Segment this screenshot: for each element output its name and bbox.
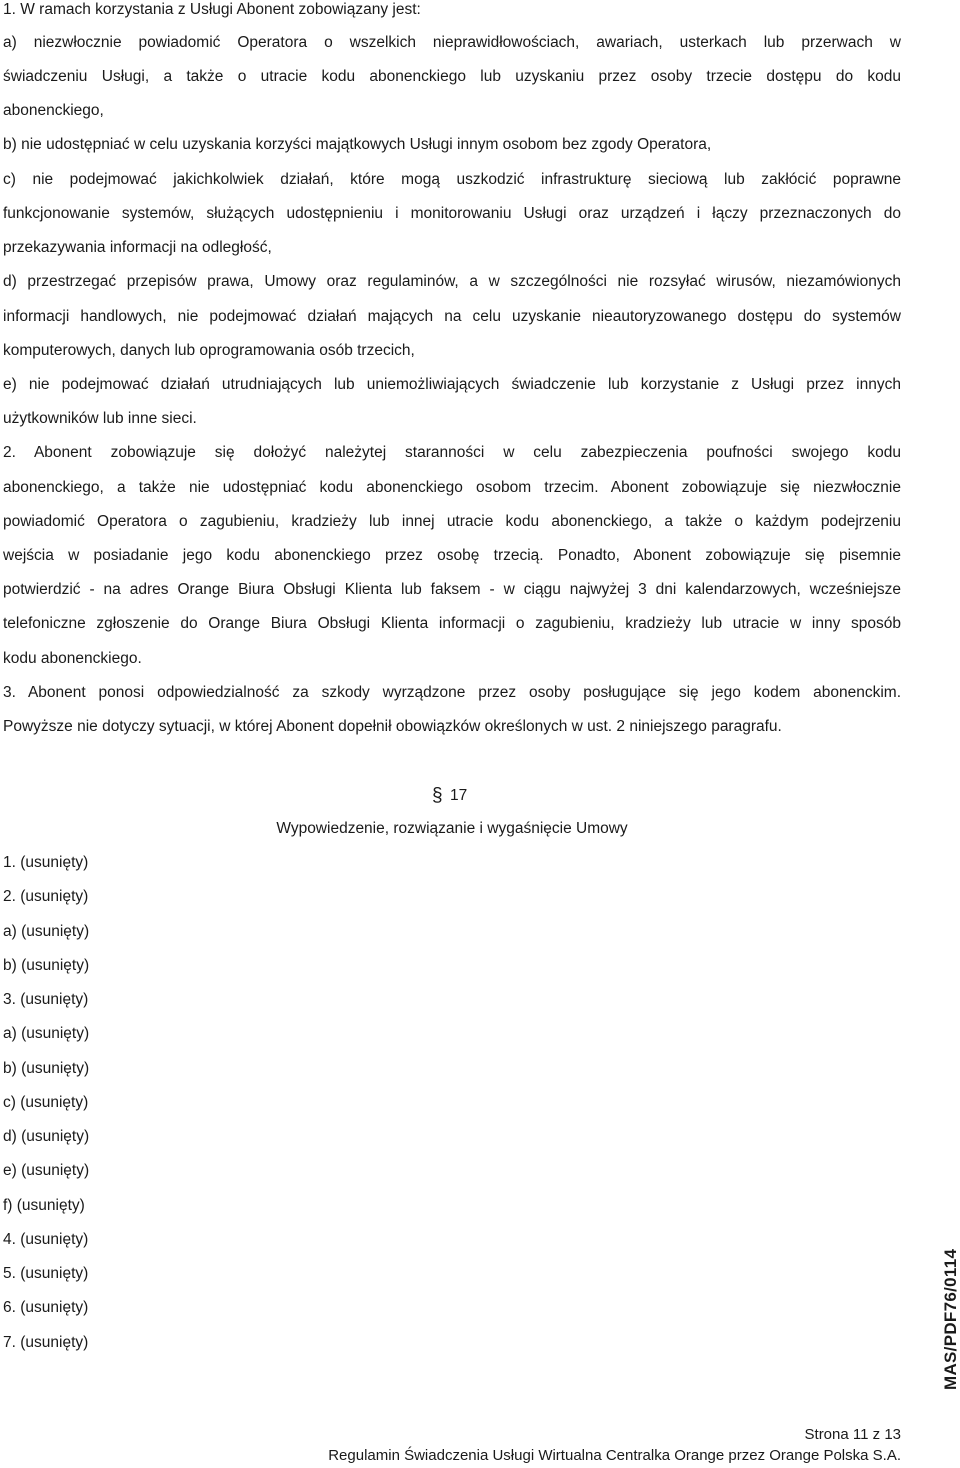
text-line: świadczeniu Usługi, a także o utracie kodu abonenckiego lub uzyskaniu przez osoby trzecie dostępu do kodu	[3, 68, 901, 85]
list-item: b) (usunięty)	[3, 1060, 90, 1077]
page-number	[805, 1425, 901, 1445]
text-line: b) nie udostępniać w celu uzyskania korzyści majątkowych Usługi innym osobom bez zgody Operatora,	[3, 136, 712, 153]
list-item: b) (usunięty)	[3, 957, 90, 974]
text-line: 2. Abonent zobowiązuje się dołożyć należytej staranności w celu zabezpieczenia poufności swojego kodu	[3, 444, 901, 461]
list-item: 5. (usunięty)	[3, 1265, 89, 1282]
page-total: 13	[884, 1426, 901, 1443]
list-item: c) (usunięty)	[3, 1094, 89, 1111]
list-item: 1. (usunięty)	[3, 854, 89, 871]
list-item: 6. (usunięty)	[3, 1299, 89, 1316]
page-current: 11	[852, 1426, 869, 1443]
text-line: komputerowych, danych lub oprogramowania osób trzecich,	[3, 342, 415, 359]
text-line: potwierdzić - na adres Orange Biura Obsługi Klienta lub faksem - w ciągu najwyżej 3 dni kalendarzowych, wcześniejsze	[3, 581, 901, 598]
page-prefix: Strona	[804, 1426, 849, 1443]
text-line: wejścia w posiadanie jego kodu abonenckiego przez osobę trzecią. Ponadto, Abonent zobowiązuje się pisemnie	[3, 547, 901, 564]
section-number: 17	[450, 787, 468, 804]
list-item: 7. (usunięty)	[3, 1334, 89, 1351]
text-line: abonenckiego,	[3, 102, 104, 119]
text-line: Powyższe nie dotyczy sytuacji, w której Abonent dopełnił obowiązków określonych w ust. 2 niniejszego paragrafu.	[3, 718, 782, 735]
list-item: a) (usunięty)	[3, 1025, 90, 1042]
text-line: abonenckiego, a także nie udostępniać kodu abonenckiego osobom trzecim. Abonent zobowiązuje się niezwłocznie	[3, 479, 901, 496]
text-line: a) niezwłocznie powiadomić Operatora o wszelkich nieprawidłowościach, awariach, usterkach lub przerwach w	[3, 34, 901, 51]
list-item: 2. (usunięty)	[3, 888, 89, 905]
list-item: 3. (usunięty)	[3, 991, 89, 1008]
list-item: d) (usunięty)	[3, 1128, 90, 1145]
list-item: a) (usunięty)	[3, 923, 90, 940]
text-line: powiadomić Operatora o zagubieniu, kradzieży lub innej utracie kodu abonenckiego, a także o każdym podejrzeniu	[3, 513, 901, 530]
text-line: d) przestrzegać przepisów prawa, Umowy oraz regulaminów, a w szczególności nie rozsyłać wirusów, niezamówionych	[3, 273, 901, 290]
text-line: kodu abonenckiego.	[3, 650, 142, 667]
list-item: e) (usunięty)	[3, 1162, 90, 1179]
text-line: 3. Abonent ponosi odpowiedzialność za szkody wyrządzone przez osoby posługujące się jego kodem abonenckim.	[3, 684, 901, 701]
document-code: MAS/PDF76/0114	[941, 1248, 960, 1390]
section-title: Wypowiedzenie, rozwiązanie i wygaśnięcie Umowy	[276, 820, 628, 837]
page-sep: z	[872, 1426, 881, 1443]
text-line: 1. W ramach korzystania z Usługi Abonent zobowiązany jest:	[3, 1, 421, 18]
text-line: użytkowników lub inne sieci.	[3, 410, 197, 427]
text-line: przekazywania informacji na odległość,	[3, 239, 272, 256]
list-item: 4. (usunięty)	[3, 1231, 89, 1248]
text-line: funkcjonowanie systemów, służących udostępnieniu i monitorowaniu Usługi oraz urządzeń i łączy przeznaczonych do	[3, 205, 901, 222]
text-line: e) nie podejmować działań utrudniających lub uniemożliwiających świadczenie lub korzystanie z Usługi przez innych	[3, 376, 901, 393]
text-line: informacji handlowych, nie podejmować działań mających na celu uzyskanie nieautoryzowanego dostępu do systemów	[3, 308, 901, 325]
text-line: c) nie podejmować jakichkolwiek działań, które mogą uszkodzić infrastrukturę sieciową lub zakłócić poprawne	[3, 171, 901, 188]
page-footer: Regulamin Świadczenia Usługi Wirtualna Centralka Orange przez Orange Polska S.A.	[328, 1447, 901, 1464]
list-item: f) (usunięty)	[3, 1197, 85, 1214]
section-symbol: §	[432, 785, 443, 806]
text-line: telefoniczne zgłoszenie do Orange Biura Obsługi Klienta informacji o zagubieniu, kradzieży lub utracie w inny sposób	[3, 615, 901, 632]
